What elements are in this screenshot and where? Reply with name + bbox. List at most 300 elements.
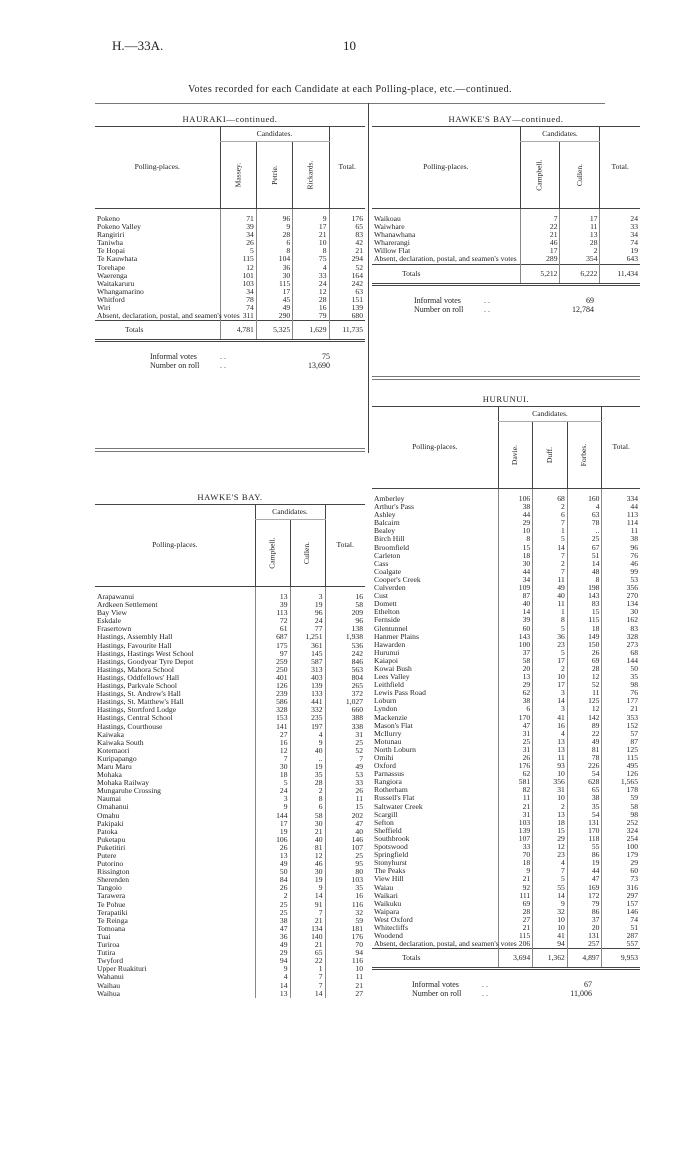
vote-count: 34 [220,288,256,296]
hawkes-cont-informal-value: 69 [586,295,594,305]
vote-count: 62 [498,770,533,778]
polling-place-name: Rangiora [374,777,402,787]
vote-count: 1 [533,527,568,535]
vote-count: 89 [567,722,602,730]
vote-count: 41 [533,714,568,722]
vote-count: 101 [220,272,256,280]
row-total: 29 [602,859,640,867]
polling-place-name: Sefton [374,817,394,827]
vote-count: 14 [533,697,568,705]
vote-count: 60 [498,625,533,633]
table-row [95,844,365,852]
vote-count: 175 [255,642,290,650]
vote-count: 106 [255,836,290,844]
table-row [95,868,365,876]
row-total: 52 [329,264,365,272]
vote-count: 21 [290,917,325,925]
polling-place-name: Motunau [374,736,402,746]
vote-count: 68 [533,489,568,504]
row-total: 73 [602,875,640,883]
vote-count: 21 [520,231,560,239]
right-double-rule [372,376,640,377]
vote-count: 36 [256,264,292,272]
row-total: 536 [325,642,365,650]
polling-place-name: Cust [374,591,388,601]
polling-place-name: Leithfield [374,680,404,690]
totals-row [95,321,365,341]
table-row [372,811,640,819]
table-row [372,649,640,657]
vote-count: 10 [533,770,568,778]
vote-count: 28 [256,231,292,239]
table-row [372,576,640,584]
vote-count: 92 [498,884,533,892]
vote-count: 628 [567,778,602,786]
total-value: 3,694 [498,949,533,969]
vote-count: 8 [293,247,329,255]
vote-count: 38 [498,503,533,511]
totals-label: Totals [95,321,220,341]
polling-place-name: Arapawanui [97,592,135,601]
polling-place-name: Waikuku [374,898,402,908]
hurunui-title: HURUNUI. [372,392,640,407]
row-total: 162 [602,616,640,624]
vote-count: 45 [256,296,292,304]
vote-count: 22 [290,957,325,965]
vote-count: 21 [293,231,329,239]
table-row [95,973,365,981]
vote-count: 29 [255,949,290,957]
vote-count: 81 [567,746,602,754]
vote-count: 140 [290,933,325,941]
vote-count: 54 [567,770,602,778]
row-total: 58 [325,601,365,609]
vote-count: 2 [533,503,568,511]
vote-count: 8 [290,795,325,803]
vote-count: 356 [533,778,568,786]
candidate-name [520,142,560,209]
candidate-label: Campbell. [534,159,544,191]
vote-count: 144 [255,812,290,820]
row-total: 115 [602,754,640,762]
table-row [372,209,640,224]
hawkes-cont-polling-header: Polling-places. [372,127,520,209]
polling-place-name: Rotherham [374,785,408,795]
row-total: 113 [602,511,640,519]
row-total: 47 [325,820,365,828]
vote-count: 86 [567,851,602,859]
vote-count: 141 [255,723,290,731]
candidate-name [220,142,256,209]
vote-count: 586 [255,698,290,706]
vote-count: 69 [498,900,533,908]
total-value: 11,735 [329,321,365,341]
vote-count: 17 [255,820,290,828]
vote-count: 9 [290,884,325,892]
vote-count: 17 [293,223,329,231]
polling-place-name: Patoka [97,826,118,836]
polling-place-name: Hastings, St. Matthew's Hall [97,697,184,707]
candidate-name [560,142,600,209]
vote-count: 160 [567,489,602,504]
vote-count: 78 [567,519,602,527]
vote-count: 29 [498,519,533,527]
vote-count: 290 [256,312,292,321]
table-row [372,940,640,949]
row-total: 32 [325,909,365,917]
vote-count: 14 [533,544,568,552]
vote-count: 19 [255,828,290,836]
hurunui-candidates-header: Candidates. [498,407,602,422]
roll-label: Number on roll [150,361,200,371]
hawkes-table [95,490,365,998]
row-total: 99 [602,568,640,576]
row-total: 44 [602,503,640,511]
table-row [95,209,365,224]
vote-count: 26 [220,239,256,247]
polling-place-name: Rangiriri [97,230,125,240]
left-double-rule-2 [95,451,365,452]
polling-place-name: Waikoau [374,214,401,223]
polling-place-name: Hastings, Favourite Hall [97,640,172,650]
polling-place-name: Willow Flat [374,246,411,256]
candidate-label: Cullen. [574,163,584,187]
vote-count: 11 [567,689,602,697]
table-row [372,851,640,859]
table-row [372,697,640,705]
vote-count: 37 [567,916,602,924]
vote-count: 3 [533,689,568,697]
hawkes-cont-title: HAWKE'S BAY—continued. [372,112,640,127]
vote-count: 332 [290,706,325,714]
row-total: 103 [325,876,365,884]
vote-count: 71 [220,209,256,224]
vote-count: 126 [255,682,290,690]
polling-place-name: Hastings, Parkvale School [97,681,177,691]
table-row [95,739,365,747]
vote-count: 24 [255,787,290,795]
row-total: 1,027 [325,698,365,706]
vote-count: 361 [290,642,325,650]
row-total: 34 [600,231,640,239]
row-total: 35 [602,673,640,681]
table-row [95,990,365,998]
vote-count: 104 [256,255,292,263]
row-total: 16 [325,892,365,900]
vote-count: 176 [498,762,533,770]
vote-count: 49 [567,738,602,746]
polling-place-name: Mohaka Railway [97,778,150,788]
table-row [95,601,365,609]
vote-count: 10 [533,916,568,924]
row-total: 49 [325,763,365,771]
vote-count: 12 [220,264,256,272]
polling-place-name: Kotemaori [97,745,130,755]
vote-count: 11 [533,600,568,608]
polling-place-name: Naumai [97,794,122,804]
vote-count: 30 [290,868,325,876]
table-row [95,755,365,763]
row-total: 287 [602,932,640,940]
polling-place-name: Whanawhana [374,230,416,240]
table-row [372,746,640,754]
table-row [372,689,640,697]
vote-count: 111 [498,892,533,900]
row-total: 96 [602,544,640,552]
vote-count: 206 [498,940,533,949]
polling-place-name: Turiroa [97,940,120,950]
hurunui-table-block [372,392,640,998]
vote-count: 47 [255,925,290,933]
vote-count: 11 [533,754,568,762]
vote-count: 79 [293,312,329,321]
vote-count: 289 [520,255,560,264]
vote-count: 24 [293,280,329,288]
vote-count: 11 [560,223,600,231]
candidate-name [567,422,602,489]
vote-count: 39 [255,601,290,609]
row-total: 15 [325,803,365,811]
row-total: 58 [602,803,640,811]
row-total: 33 [600,223,640,231]
polling-place-name: Cass [374,558,389,568]
polling-place-name: Waerenga [97,270,128,280]
table-row [95,312,365,321]
row-total: 63 [329,288,365,296]
polling-place-name: Hastings, Stortford Lodge [97,705,177,715]
vote-count: 30 [290,820,325,828]
hawkes-title: HAWKE'S BAY. [95,490,365,505]
hurunui-informal-value: 67 [584,980,592,990]
row-total: 76 [602,552,640,560]
vote-count: 52 [567,681,602,689]
row-total: 254 [602,835,640,843]
row-total: 126 [602,770,640,778]
table-row [372,673,640,681]
vote-count: 13 [255,852,290,860]
table-row [372,730,640,738]
hauraki-summary: Informal votes . . 75 Number on roll . . 13,690 [150,352,330,371]
vote-count: 40 [533,592,568,600]
polling-place-name: North Loburn [374,744,416,754]
table-row [95,860,365,868]
polling-place-name: Hastings, Hastings West School [97,648,194,658]
row-total: 146 [602,908,640,916]
vote-count: 354 [560,255,600,264]
polling-place-name: Southbrook [374,833,410,843]
hauraki-informal-value: 75 [322,352,330,362]
vote-count: 81 [290,844,325,852]
vote-count: 91 [290,901,325,909]
vote-count: 38 [255,917,290,925]
vote-count: 10 [498,527,533,535]
row-total: 151 [329,296,365,304]
row-total: 53 [325,771,365,779]
row-total: 83 [329,231,365,239]
polling-place-name: Tarawera [97,891,126,901]
row-total: 846 [325,658,365,666]
vote-count: 6 [498,705,533,713]
polling-place-name: Frasertown [97,624,132,634]
hurunui-total-header: Total. [602,407,640,489]
table-row [372,552,640,560]
vote-count: 96 [256,209,292,224]
row-total: 11 [325,973,365,981]
hawkes-cont-summary: Informal votes . . 69 Number on roll . . 12,784 [414,295,594,314]
vote-count: 12 [293,288,329,296]
vote-count: 134 [290,925,325,933]
row-total: 57 [602,730,640,738]
row-total: 372 [325,690,365,698]
polling-place-name: Kaiwaka [97,729,124,739]
row-total: 35 [325,884,365,892]
row-total: 80 [325,868,365,876]
vote-count: 21 [498,803,533,811]
row-total: 31 [325,731,365,739]
table-row [372,641,640,649]
table-row [372,584,640,592]
polling-place-name: Amberley [374,494,405,503]
vote-count: .. [290,755,325,763]
vote-count: 39 [220,223,256,231]
row-total: 356 [602,584,640,592]
row-total: 557 [602,940,640,949]
vote-count: 149 [567,633,602,641]
vote-count: 31 [498,746,533,754]
vote-count: 24 [290,617,325,625]
vote-count: 5 [255,779,290,787]
vote-count: 13 [255,990,290,998]
vote-count: 46 [520,239,560,247]
polling-place-name: Lewis Pass Road [374,688,426,698]
vote-count: 169 [567,884,602,892]
vote-count: 19 [290,876,325,884]
polling-place-name: Whitecliffs [374,922,409,932]
vote-count: 9 [293,209,329,224]
vote-count: 1 [533,608,568,616]
polling-place-name: Stonyhurst [374,858,407,868]
candidate-label: Davie. [510,444,520,466]
polling-place-name: Waikari [374,890,398,900]
polling-place-name: Absent, declaration, postal, and seamen's votes [374,939,517,949]
vote-count: 65 [567,786,602,794]
polling-place-name: Ethelton [374,607,400,617]
vote-count: 7 [533,519,568,527]
totals-label: Totals [372,264,520,284]
polling-place-name: Te Pohue [97,899,126,909]
polling-place-name: Scargill [374,809,398,819]
vote-count: 38 [567,794,602,802]
row-total: 33 [325,779,365,787]
polling-place-name: Kowai Bush [374,663,412,673]
table-row [372,762,640,770]
vote-count: 40 [498,600,533,608]
vote-count: 28 [293,296,329,304]
row-total: 146 [325,836,365,844]
row-total: 53 [602,576,640,584]
vote-count: 32 [533,908,568,916]
row-total: 265 [325,682,365,690]
candidate-name [498,422,533,489]
vote-count: 18 [498,859,533,867]
vote-count: 6 [290,803,325,811]
vote-count: 142 [567,714,602,722]
informal-votes-label: Informal votes [414,295,461,305]
hawkes-cont-table-block [372,112,640,314]
vote-count: 250 [255,666,290,674]
polling-place-name: Rissington [97,867,130,877]
vote-count: 139 [498,827,533,835]
polling-place-name: Kaiwaka South [97,737,144,747]
table-row [95,795,365,803]
hawkes-candidates-header: Candidates. [255,505,325,520]
table-row [95,925,365,933]
table-row [95,901,365,909]
hauraki-candidates-header: Candidates. [220,127,329,142]
polling-place-name: Fernside [374,615,401,625]
candidate-name [256,142,292,209]
vote-count: 83 [567,600,602,608]
polling-place-name: Wiri [97,303,111,313]
polling-place-name: Ardkeen Settlement [97,600,158,610]
vote-count: 197 [290,723,325,731]
table-row [372,231,640,239]
table-row [95,820,365,828]
vote-count: 44 [498,511,533,519]
vote-count: 47 [498,722,533,730]
row-total: 16 [325,587,365,602]
row-total: 334 [602,489,640,504]
polling-place-name: Spotswood [374,842,408,852]
polling-place-name: Terapatiki [97,907,128,917]
polling-place-name: Kaiapoi [374,655,399,665]
vote-count: 30 [498,560,533,568]
polling-place-name: Culverden [374,583,406,593]
vote-count: 33 [498,843,533,851]
polling-place-name: Glentunnel [374,623,408,633]
row-total: 98 [602,681,640,689]
row-total: 21 [325,982,365,990]
row-total: 316 [602,884,640,892]
row-total: 176 [325,933,365,941]
polling-place-name: Waihua [97,988,121,998]
vote-count: 113 [255,609,290,617]
vote-count: 18 [255,771,290,779]
vote-count: 39 [498,616,533,624]
polling-place-name: Parnassus [374,769,404,779]
vote-count: 328 [255,706,290,714]
row-total: 52 [325,747,365,755]
vote-count: 30 [255,763,290,771]
row-total: 25 [325,852,365,860]
vote-count: 313 [290,666,325,674]
table-row [95,812,365,820]
vote-count: 14 [290,990,325,998]
vote-count: 7 [520,209,560,224]
row-total: 51 [602,924,640,932]
vote-count: 9 [256,223,292,231]
vote-count: 70 [498,851,533,859]
vote-count: 7 [255,755,290,763]
vote-count: 14 [498,608,533,616]
vote-count: 49 [255,860,290,868]
vote-count: 100 [498,641,533,649]
table-row [372,657,640,665]
table-row [372,255,640,264]
vote-count: 7 [290,973,325,981]
table-row [95,884,365,892]
polling-place-name: Waiau [374,882,394,892]
